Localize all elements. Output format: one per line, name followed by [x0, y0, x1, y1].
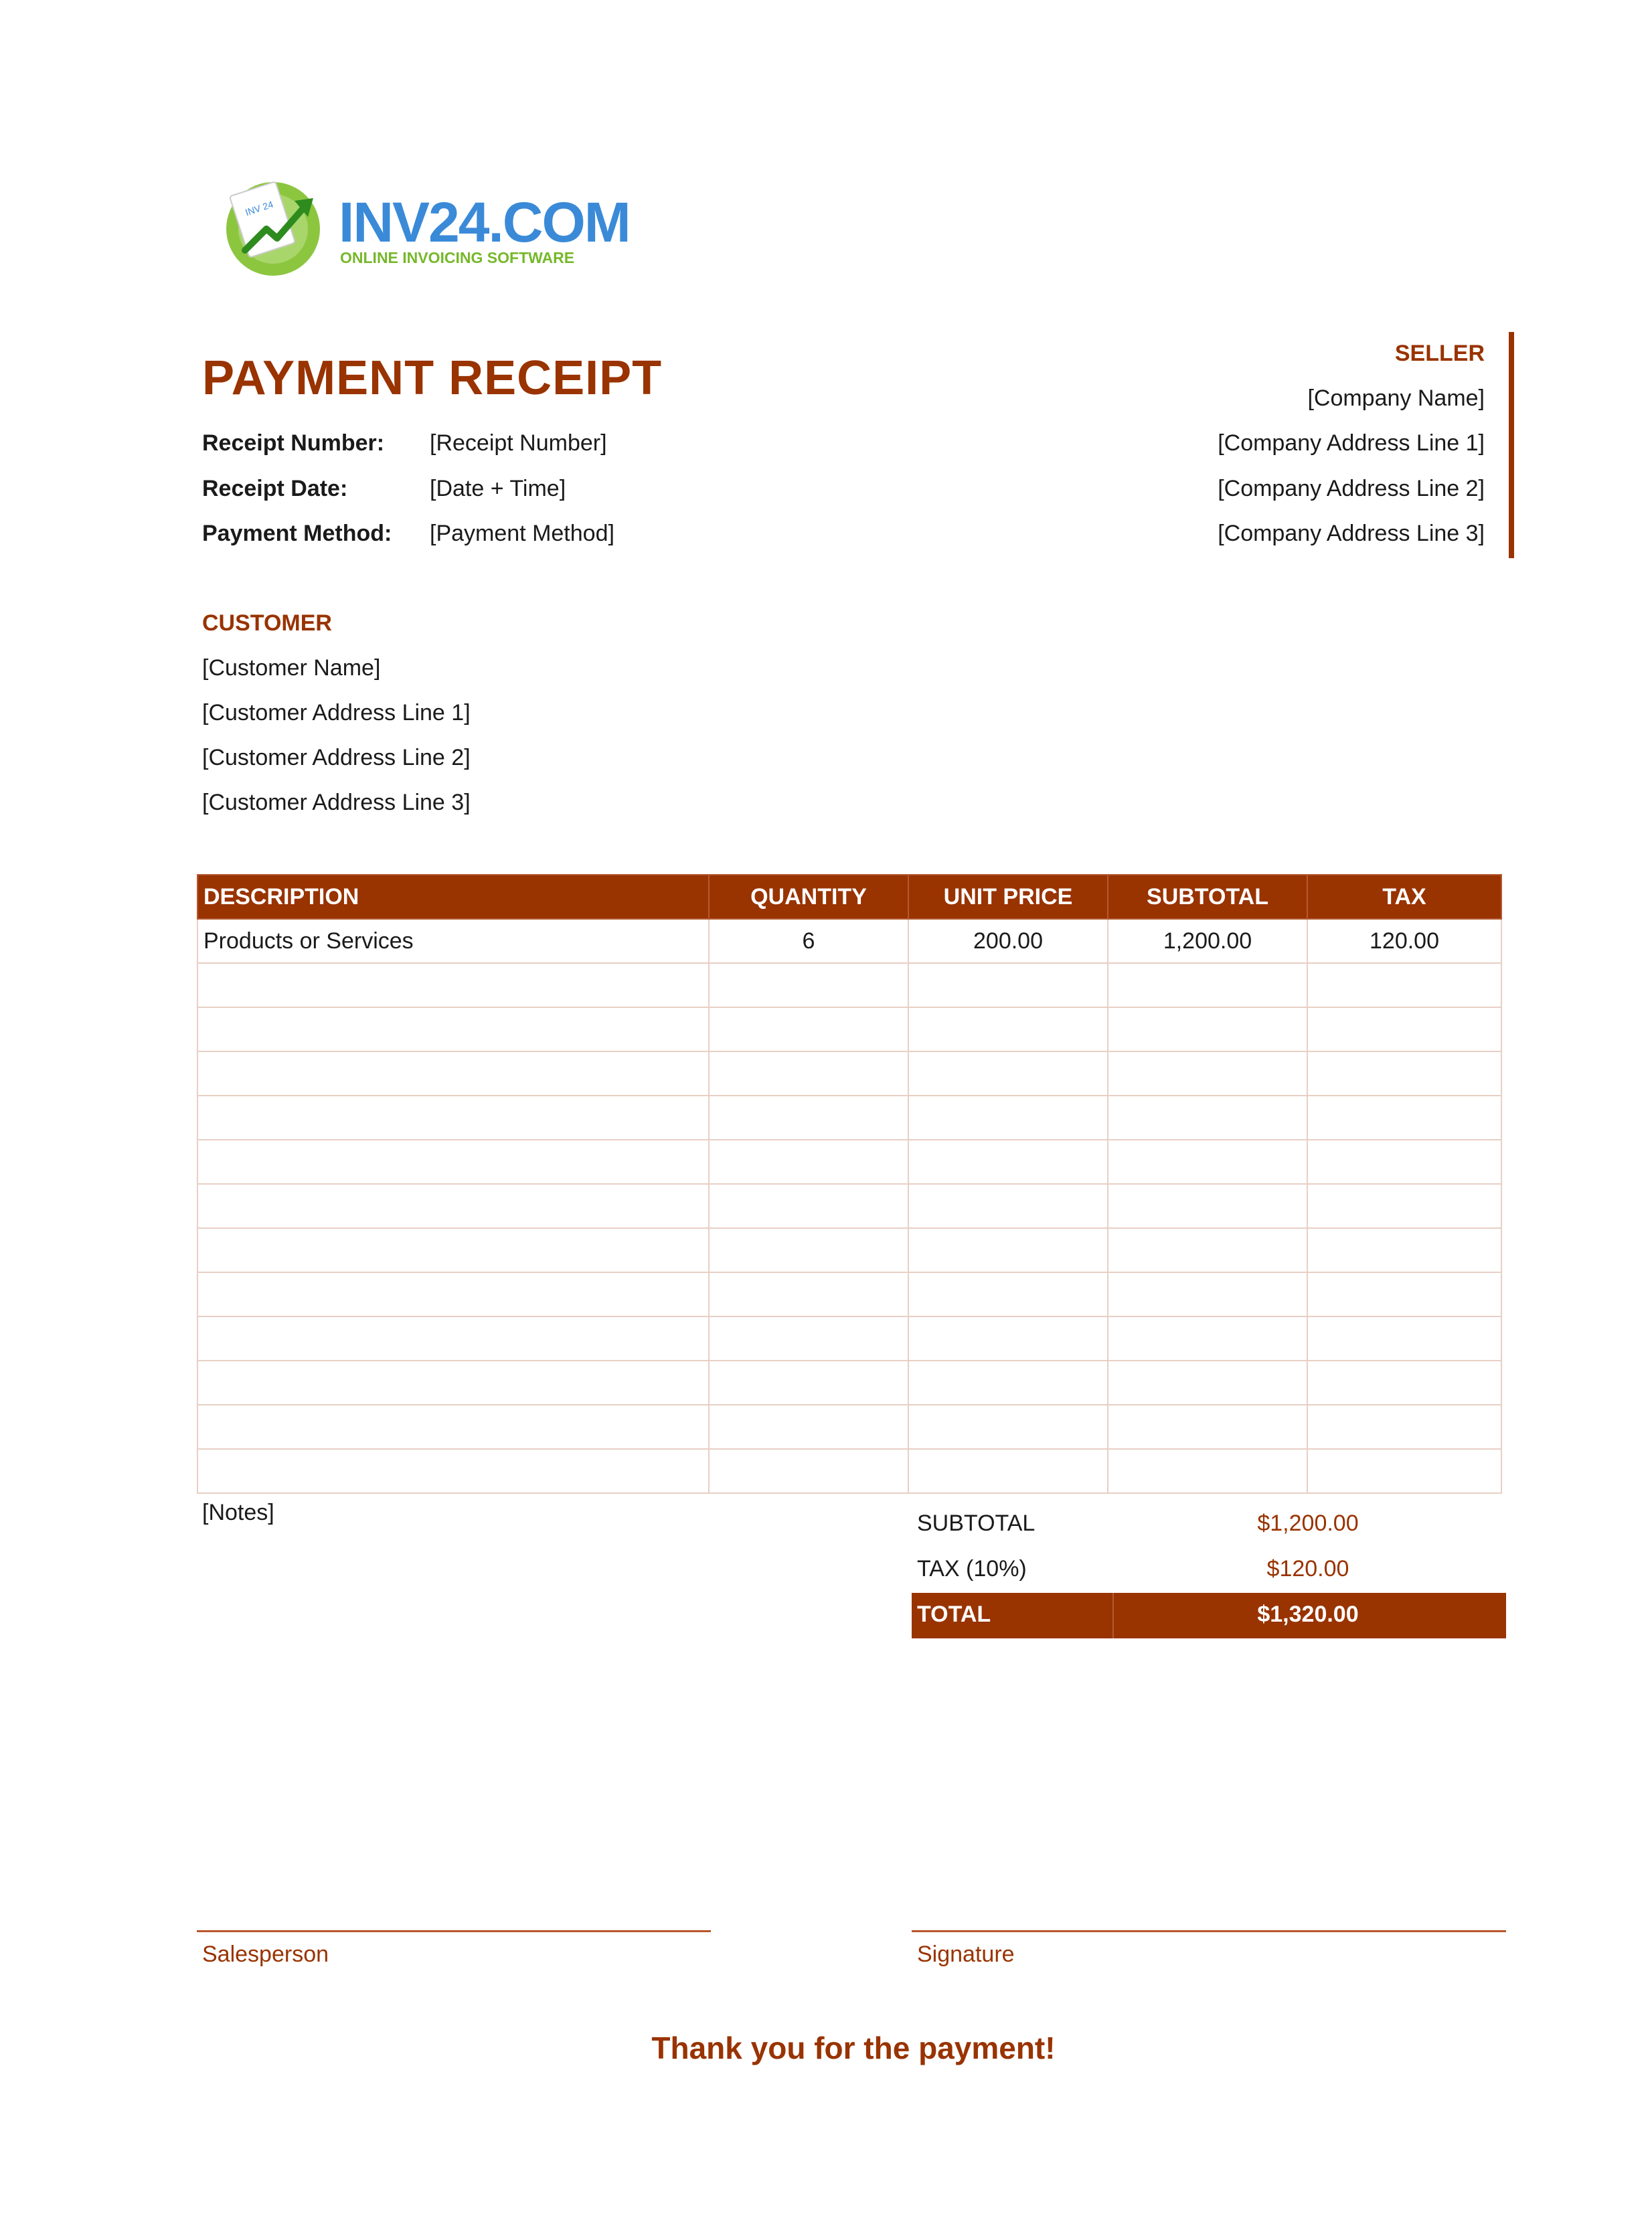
empty-cell	[908, 1051, 1108, 1096]
seller-heading: SELLER	[1394, 341, 1485, 366]
receipt-number-label: Receipt Number:	[202, 430, 385, 456]
empty-cell	[1307, 1449, 1501, 1493]
empty-cell	[709, 1316, 908, 1361]
empty-cell	[908, 1405, 1108, 1449]
table-row-empty	[197, 1228, 1501, 1272]
tax-row	[912, 1547, 1506, 1593]
table-row-empty	[197, 1007, 1501, 1051]
empty-cell	[908, 1272, 1108, 1316]
subtotal-value: $1,200.00	[1257, 1511, 1359, 1536]
empty-cell	[1307, 1051, 1501, 1096]
empty-cell	[709, 1272, 908, 1316]
empty-cell	[709, 1096, 908, 1140]
empty-cell	[1108, 1316, 1307, 1361]
payment-method-label: Payment Method:	[202, 521, 392, 546]
table-row-empty	[197, 1140, 1501, 1184]
empty-cell	[709, 1007, 908, 1051]
empty-cell	[709, 1449, 908, 1493]
items-table	[197, 874, 1502, 1494]
salesperson-label: Salesperson	[202, 1942, 329, 1967]
empty-cell	[908, 963, 1108, 1007]
cell-unit-price: 200.00	[908, 919, 1108, 963]
svg-text:INV 24: INV 24	[244, 198, 275, 218]
seller-address-line-1: [Company Address Line 1]	[1218, 430, 1485, 456]
empty-cell	[709, 1051, 908, 1096]
empty-cell	[197, 1228, 709, 1272]
customer-heading: CUSTOMER	[202, 610, 332, 636]
col-header-description: DESCRIPTION	[197, 875, 709, 919]
empty-cell	[1108, 1228, 1307, 1272]
total-row	[912, 1593, 1506, 1638]
table-row-empty	[197, 1316, 1501, 1361]
empty-cell	[1307, 1096, 1501, 1140]
empty-cell	[197, 1316, 709, 1361]
empty-cell	[908, 1184, 1108, 1228]
signature-label: Signature	[917, 1942, 1015, 1967]
empty-cell	[709, 1361, 908, 1405]
tax-value: $120.00	[1266, 1556, 1349, 1581]
empty-cell	[1108, 1184, 1307, 1228]
empty-cell	[1307, 1140, 1501, 1184]
customer-address-line-3: [Customer Address Line 3]	[202, 790, 471, 815]
empty-cell	[197, 1405, 709, 1449]
seller-company-name: [Company Name]	[1307, 386, 1485, 411]
col-header-unit-price: UNIT PRICE	[908, 875, 1108, 919]
seller-accent-bar	[1509, 332, 1514, 558]
empty-cell	[908, 1007, 1108, 1051]
signature-line	[912, 1930, 1506, 1932]
empty-cell	[1108, 1272, 1307, 1316]
total-value: $1,320.00	[1257, 1602, 1359, 1627]
receipt-date-label: Receipt Date:	[202, 476, 348, 501]
table-row	[197, 919, 1501, 963]
subtotal-row	[912, 1502, 1506, 1547]
empty-cell	[908, 1228, 1108, 1272]
seller-address-line-3: [Company Address Line 3]	[1218, 521, 1485, 546]
table-row-empty	[197, 1184, 1501, 1228]
empty-cell	[1307, 1228, 1501, 1272]
total-label: TOTAL	[917, 1602, 991, 1627]
table-row-empty	[197, 1051, 1501, 1096]
col-header-quantity: QUANTITY	[709, 875, 908, 919]
empty-cell	[1108, 963, 1307, 1007]
empty-cell	[709, 1140, 908, 1184]
empty-cell	[908, 1361, 1108, 1405]
empty-cell	[197, 963, 709, 1007]
customer-name: [Customer Name]	[202, 655, 381, 681]
empty-cell	[1108, 1140, 1307, 1184]
payment-method-value: [Payment Method]	[430, 521, 614, 546]
table-row-empty	[197, 1405, 1501, 1449]
empty-cell	[1108, 1007, 1307, 1051]
receipt-date-value: [Date + Time]	[430, 476, 566, 501]
cell-description: Products or Services	[197, 919, 709, 963]
customer-address-line-2: [Customer Address Line 2]	[202, 745, 471, 770]
empty-cell	[1307, 1184, 1501, 1228]
customer-address-line-1: [Customer Address Line 1]	[202, 700, 471, 725]
col-header-subtotal: SUBTOTAL	[1108, 875, 1307, 919]
table-row-empty	[197, 1096, 1501, 1140]
empty-cell	[709, 1184, 908, 1228]
empty-cell	[908, 1096, 1108, 1140]
empty-cell	[1108, 1361, 1307, 1405]
empty-cell	[1108, 1096, 1307, 1140]
tax-label: TAX (10%)	[917, 1556, 1027, 1581]
cell-subtotal: 1,200.00	[1108, 919, 1307, 963]
subtotal-label: SUBTOTAL	[917, 1511, 1036, 1536]
empty-cell	[709, 1228, 908, 1272]
salesperson-line	[197, 1930, 711, 1932]
table-row-empty	[197, 1449, 1501, 1493]
empty-cell	[1307, 1405, 1501, 1449]
empty-cell	[197, 1449, 709, 1493]
empty-cell	[1108, 1051, 1307, 1096]
table-row-empty	[197, 1361, 1501, 1405]
page-title: PAYMENT RECEIPT	[202, 351, 663, 405]
empty-cell	[197, 1361, 709, 1405]
empty-cell	[1307, 1316, 1501, 1361]
empty-cell	[1307, 963, 1501, 1007]
notes: [Notes]	[202, 1500, 274, 1525]
empty-cell	[197, 1096, 709, 1140]
empty-cell	[908, 1140, 1108, 1184]
empty-cell	[197, 1140, 709, 1184]
receipt-number-value: [Receipt Number]	[430, 430, 607, 456]
col-header-tax: TAX	[1307, 875, 1501, 919]
empty-cell	[197, 1272, 709, 1316]
thank-you-message: Thank you for the payment!	[651, 2031, 1056, 2065]
seller-address-line-2: [Company Address Line 2]	[1218, 476, 1485, 501]
empty-cell	[908, 1449, 1108, 1493]
logo-tagline: ONLINE INVOICING SOFTWARE	[340, 249, 575, 266]
empty-cell	[709, 963, 908, 1007]
empty-cell	[908, 1316, 1108, 1361]
empty-cell	[709, 1405, 908, 1449]
empty-cell	[1307, 1361, 1501, 1405]
cell-quantity: 6	[709, 919, 908, 963]
empty-cell	[1307, 1007, 1501, 1051]
table-row-empty	[197, 963, 1501, 1007]
logo-name: INV24.COM	[339, 191, 630, 254]
empty-cell	[1108, 1405, 1307, 1449]
empty-cell	[1108, 1449, 1307, 1493]
table-row-empty	[197, 1272, 1501, 1316]
table-header-row	[197, 875, 1501, 919]
empty-cell	[197, 1051, 709, 1096]
empty-cell	[1307, 1272, 1501, 1316]
empty-cell	[197, 1184, 709, 1228]
cell-tax: 120.00	[1307, 919, 1501, 963]
empty-cell	[197, 1007, 709, 1051]
